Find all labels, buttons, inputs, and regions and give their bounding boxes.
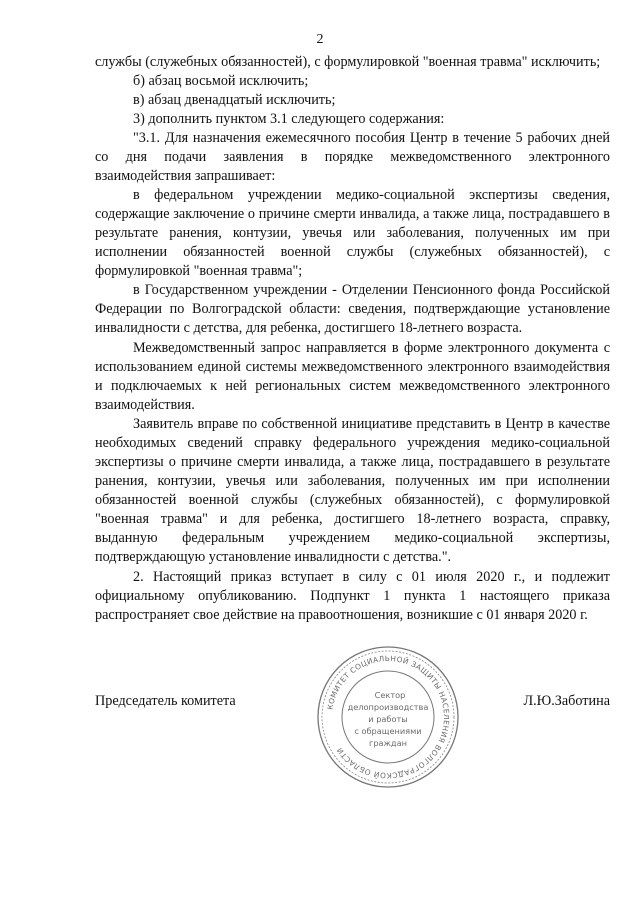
document-body: [95, 53, 610, 625]
stamp-center-line: и работы: [368, 714, 408, 724]
paragraph: б) абзац восьмой исключить;: [133, 73, 309, 89]
paragraph: в федеральном учреждении медико-социальной экспертизы сведения, содержащие заключение о причине смерти инвалида, а также лица, пострадавшего в результате ранения, контузии, увечья или заболевания, полученных им при исполнении обязанностей военной службы (служебных обязанностей), с формулировкой "военная травма";: [95, 187, 610, 279]
stamp-center-line: с обращениями: [354, 726, 422, 736]
stamp-center-line: граждан: [369, 738, 407, 748]
paragraph: службы (служебных обязанностей), с формулировкой "военная травма" исключить;: [95, 54, 601, 70]
paragraph: Межведомственный запрос направляется в форме электронного документа с использованием единой системы межведомственного электронного взаимодействия и подключаемых к ней региональных систем межведомственного электронного взаимодействия.: [95, 340, 610, 413]
paragraph: в Государственном учреждении - Отделении Пенсионного фонда Российской Федерации по Волгоградской области: сведения, подтверждающие установление инвалидности с детства, для ребенка, достигшего 18-летнего возраста.: [95, 282, 610, 336]
paragraph: в) абзац двенадцатый исключить;: [133, 92, 336, 108]
page-number: 2: [316, 32, 324, 47]
stamp-center-line: делопроизводства: [347, 702, 429, 712]
stamp-center-line: Сектор: [374, 690, 406, 700]
signatory-title: Председатель комитета: [95, 693, 236, 709]
paragraph: Заявитель вправе по собственной инициативе представить в Центр в качестве необходимых сведений справку федерального учреждения медико-социальной экспертизы о причине смерти инвалида, а также лица, пострадавшего в результате ранения, контузии, увечья или заболевания, полученных им при исполнении обязанностей военной службы (служебных обязанностей), с формулировкой "военная травма" и для ребенка, достигшего 18-летнего возраста, справку, выданную федеральным учреждением медико-социальной экспертизы, подтверждающую установление инвалидности с детства.".: [95, 416, 610, 565]
signatory-name: Л.Ю.Заботина: [523, 693, 610, 709]
paragraph: "3.1. Для назначения ежемесячного пособия Центр в течение 5 рабочих дней со дня подачи заявления в порядке межведомственного электронного взаимодействия запрашивает:: [95, 130, 610, 184]
paragraph: 3) дополнить пунктом 3.1 следующего содержания:: [133, 111, 445, 127]
official-stamp-icon: [314, 643, 462, 791]
stamp-ring-text: КОМИТЕТ СОЦИАЛЬНОЙ ЗАЩИТЫ НАСЕЛЕНИЯ ВОЛГОГРАДСКОЙ ОБЛАСТИ: [325, 653, 452, 781]
paragraph: 2. Настоящий приказ вступает в силу с 01 июля 2020 г., и подлежит официальному опубликованию. Подпункт 1 пункта 1 настоящего приказа распространяет свое действие на правоотношения, возникшие с 01 января 2020 г.: [95, 569, 610, 623]
